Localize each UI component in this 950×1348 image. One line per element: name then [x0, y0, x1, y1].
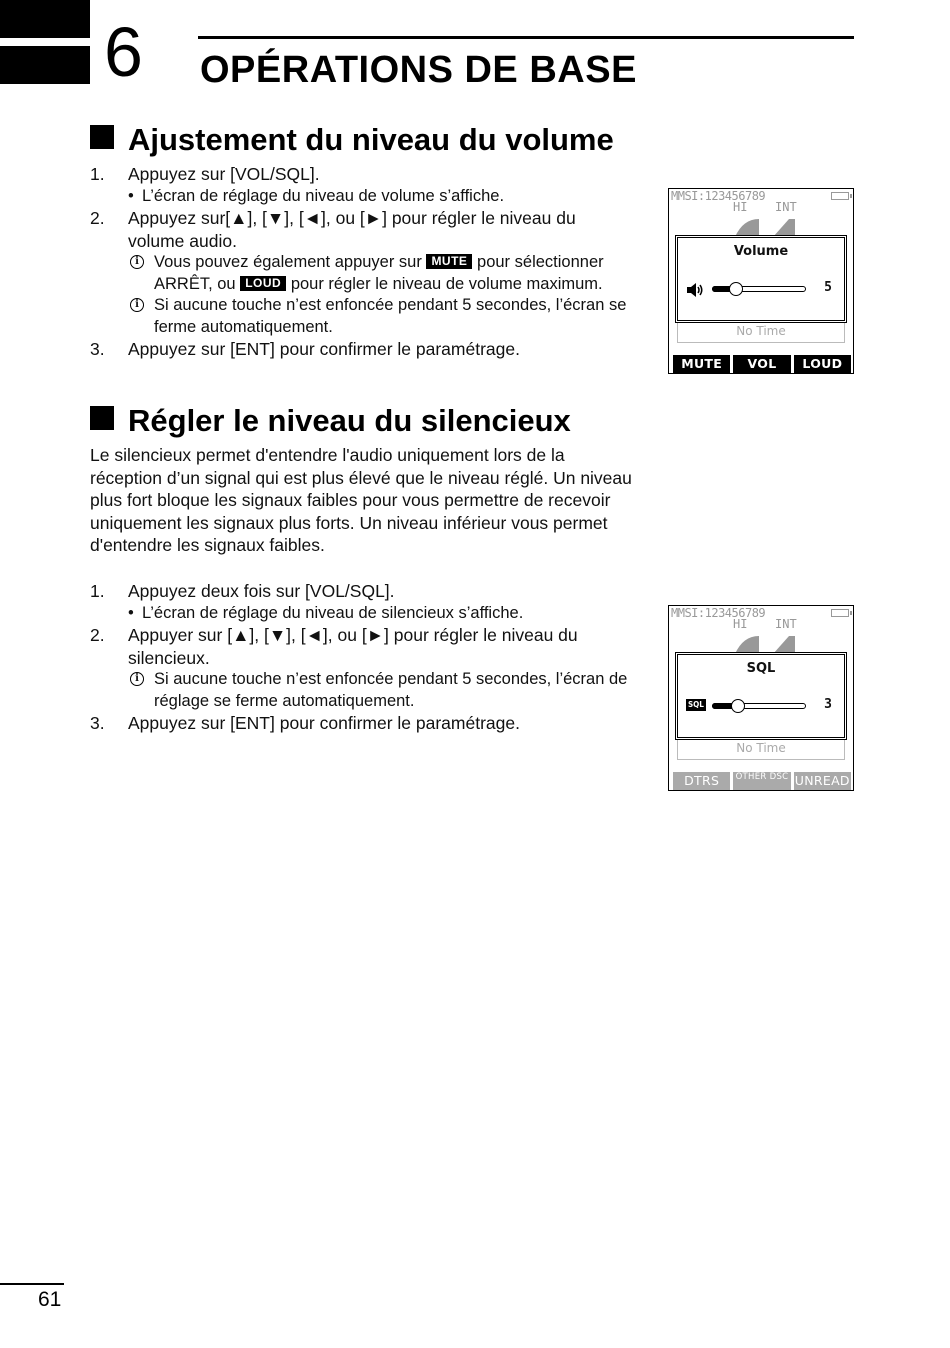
- battery-icon: [831, 192, 849, 200]
- volume-steps: [90, 163, 635, 361]
- list-item: 1. Appuyez sur [VOL/SQL]. • L’écran de réglage du niveau de volume s’affiche.: [90, 163, 635, 207]
- channel-digits-partial: [729, 628, 801, 654]
- note: i Vous pouvez également appuyer sur MUTE pour sélectionner ARRÊT, ou LOUD pour régler le niveau de volume maximum.: [128, 252, 635, 295]
- slider-knob[interactable]: [729, 282, 743, 296]
- device-screen-sql: [668, 605, 854, 791]
- list-item: 3. Appuyez sur [ENT] pour confirmer le paramétrage.: [90, 713, 520, 733]
- sql-icon: SQL: [688, 700, 704, 709]
- squelch-steps: [90, 580, 635, 735]
- footer-rule: [0, 1283, 64, 1285]
- mmsi-readout: MMSI:123456789: [671, 189, 766, 203]
- info-icon: i: [130, 298, 144, 312]
- chapter-title: OPÉRATIONS DE BASE: [200, 49, 637, 91]
- speaker-icon: [686, 282, 704, 298]
- no-time-label: No Time: [677, 740, 845, 760]
- chapter-rule: [198, 36, 854, 39]
- softkey-vol[interactable]: VOL: [733, 355, 790, 373]
- page-number: 61: [38, 1288, 62, 1311]
- int-label: INT: [775, 617, 797, 631]
- list-item: 1. Appuyez deux fois sur [VOL/SQL]. • L’écran de réglage du niveau de silencieux s’affiche.: [90, 580, 635, 624]
- softkey-mute[interactable]: MUTE: [673, 355, 730, 373]
- volume-dialog: [675, 235, 847, 323]
- dialog-title: Volume: [733, 244, 789, 259]
- sql-value: 3: [824, 697, 832, 712]
- softkey-loud[interactable]: LOUD: [794, 355, 851, 373]
- volume-slider[interactable]: [712, 283, 806, 295]
- note: i Si aucune touche n’est enfoncée pendant 5 secondes, l’écran de réglage se ferme automatiquement.: [128, 669, 635, 712]
- mute-key-label: MUTE: [426, 254, 472, 269]
- battery-icon: [831, 609, 849, 617]
- sql-slider[interactable]: [712, 700, 806, 712]
- softkey-dtrs[interactable]: DTRS: [673, 772, 730, 790]
- sql-dialog: [675, 652, 847, 740]
- squelch-intro: Le silencieux permet d'entendre l'audio uniquement lors de la réception d’un signal qui est plus élevé que le niveau réglé. Un niveau plus fort bloque les signaux faibles pour vous permettre de recevoir uniquement les signaux plus forts. Un niveau inférieur vous permet d'entendre les signaux faibles.: [90, 445, 632, 555]
- section-heading-squelch: Régler le niveau du silencieux: [90, 403, 571, 439]
- chapter-tab-bar-bottom: [0, 46, 90, 84]
- channel-digits-partial: [729, 211, 801, 237]
- info-icon: i: [130, 672, 144, 686]
- volume-value: 5: [824, 280, 832, 295]
- int-label: INT: [775, 200, 797, 214]
- power-hi-label: HI: [733, 200, 748, 214]
- sub-bullet: • L’écran de réglage du niveau de silencieux s’affiche.: [128, 603, 524, 622]
- mmsi-readout: MMSI:123456789: [671, 606, 766, 620]
- list-item: 2. Appuyez sur[▲], [▼], [◄], ou [►] pour régler le niveau du volume audio. i Vous pouvez également appuyer sur MUTE pour sélectionner ARRÊT, ou LOUD pour régler le niveau de volume maximum. i Si aucune touche n’est enfoncée pendant 5 secondes, l’écran se ferme automatiquement.: [90, 207, 635, 338]
- square-bullet-icon: [90, 125, 114, 149]
- list-item: 3. Appuyez sur [ENT] pour confirmer le paramétrage.: [90, 339, 520, 359]
- sub-bullet: • L’écran de réglage du niveau de volume s’affiche.: [128, 186, 505, 205]
- softkey-unread[interactable]: UNREAD: [794, 773, 850, 788]
- dialog-title: SQL: [746, 661, 776, 676]
- loud-key-label: LOUD: [240, 276, 286, 291]
- slider-knob[interactable]: [731, 699, 745, 713]
- power-hi-label: HI: [733, 617, 748, 631]
- no-time-label: No Time: [677, 323, 845, 343]
- list-item: 2. Appuyer sur [▲], [▼], [◄], ou [►] pour régler le niveau du silencieux. i Si aucune touche n’est enfoncée pendant 5 secondes, l’écran de réglage se ferme automatiquement.: [90, 624, 635, 712]
- chapter-tab-bar-top: [0, 0, 90, 38]
- section-heading-volume: Ajustement du niveau du volume: [90, 122, 614, 158]
- chapter-number: 6: [104, 13, 143, 91]
- softkey-bar: [673, 355, 851, 373]
- softkey-other-dsc[interactable]: OTHER DSC: [733, 772, 790, 790]
- softkey-bar: [673, 772, 851, 790]
- info-icon: i: [130, 255, 144, 269]
- note: i Si aucune touche n’est enfoncée pendant 5 secondes, l’écran se ferme automatiquement.: [128, 295, 635, 338]
- device-screen-volume: [668, 188, 854, 374]
- square-bullet-icon: [90, 406, 114, 430]
